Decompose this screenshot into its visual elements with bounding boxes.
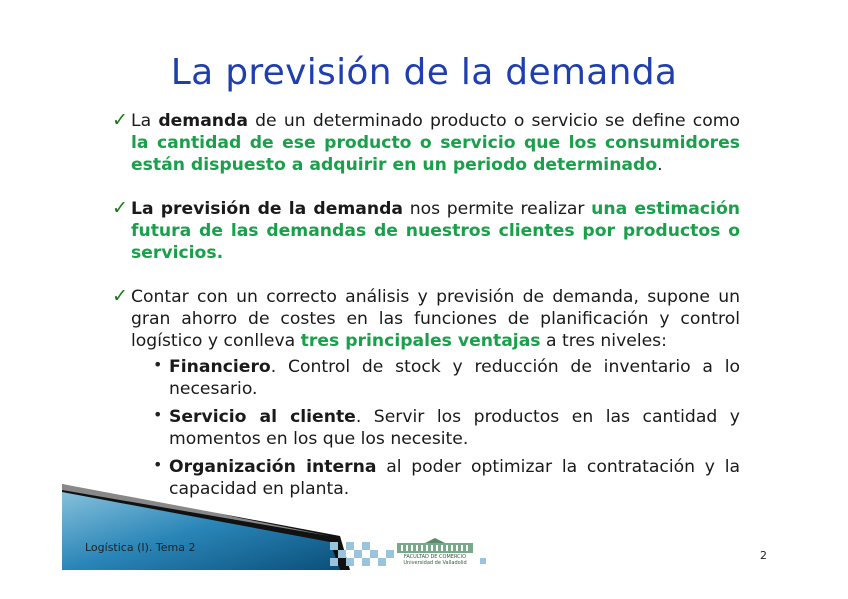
paragraph-demand-definition	[112, 110, 740, 176]
footer-course: Logística (I). Tema 2	[85, 541, 196, 554]
text: al poder optimizar la contratación y la capacidad en planta.	[169, 457, 740, 499]
bold-term: Financiero	[169, 357, 271, 377]
logo-line2: Universidad de Valladolid	[403, 560, 467, 565]
page-number: 2	[760, 549, 767, 562]
list-item	[131, 406, 740, 450]
faculty-logo	[395, 537, 475, 565]
bold-term: demanda	[158, 111, 248, 131]
slide-body	[112, 110, 740, 522]
checkmark-icon: ✓	[112, 285, 128, 307]
checkmark-icon: ✓	[112, 197, 128, 219]
bullet-icon: •	[153, 355, 163, 374]
text: nos permite realizar	[403, 199, 592, 219]
paragraph-forecast	[112, 198, 740, 264]
paragraph-advantages	[112, 286, 740, 500]
highlight-text: una estimación futura de las demandas de nuestros clientes por productos o servicios.	[131, 199, 740, 263]
text: a tres niveles:	[540, 331, 667, 351]
checkmark-icon: ✓	[112, 109, 128, 131]
text: .	[657, 155, 663, 175]
bold-term: Organización interna	[169, 457, 377, 477]
highlight-text: la cantidad de ese producto o servicio que los consumidores están dispuesto a adquirir en un periodo determinado	[131, 133, 740, 175]
text: Contar con un correcto análisis y previsión de demanda, supone un gran ahorro de costes en las funciones de planificación y control logístico y conlleva	[131, 287, 740, 351]
bold-term: La previsión de la demanda	[131, 199, 404, 219]
text: La	[131, 111, 159, 131]
text: de un determinado producto o servicio se define como	[247, 111, 740, 131]
logo-line1: FACULTAD DE COMERCIO	[403, 554, 467, 560]
text: . Servir los productos en las cantidad y momentos en los que los necesite.	[169, 407, 740, 449]
bullet-icon: •	[153, 455, 163, 474]
slide-title: La previsión de la demanda	[170, 52, 678, 93]
text: . Control de stock y reducción de inventario a lo necesario.	[169, 357, 740, 399]
highlight-text: tres principales ventajas	[300, 331, 541, 351]
bullet-icon: •	[153, 405, 163, 424]
bold-term: Servicio al cliente	[169, 407, 356, 427]
list-item	[131, 356, 740, 400]
